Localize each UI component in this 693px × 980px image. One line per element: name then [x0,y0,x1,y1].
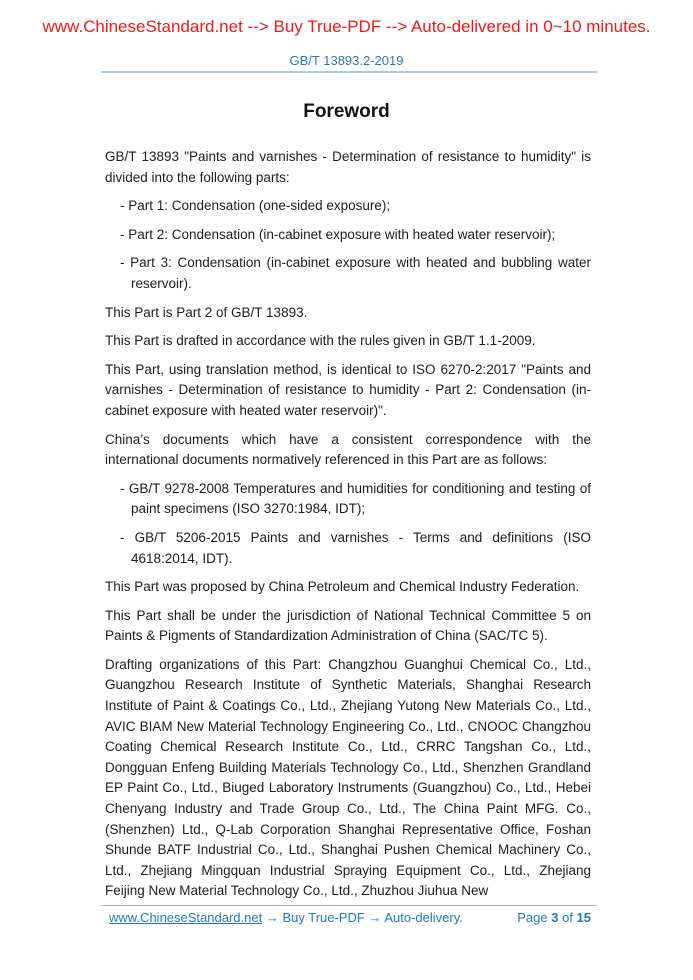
list-item-part2: - Part 2: Condensation (in-cabinet exposure with heated water reservoir); [120,226,556,242]
footer-divider [101,905,597,906]
arrow-right-icon: → [368,910,382,925]
page-current: 3 [551,910,559,925]
doc-number: GB/T 13893.2-2019 [289,53,404,68]
paragraph-drafted: This Part is drafted in accordance with the rules given in GB/T 1.1-2009. [105,333,536,349]
footer-delivery-text: Auto-delivery. [384,910,463,925]
paragraph-china-docs: China’s documents which have a consistent correspondence with the international documents normatively referenced in this Part are as follows: [105,431,591,468]
footer-site-link[interactable]: www.ChineseStandard.net [109,910,263,925]
page-indicator [517,910,591,925]
list-item-ref2: - GB/T 5206-2015 Paints and varnishes - Terms and definitions (ISO 4618:2014, IDT). [120,529,591,566]
paragraph-jurisdiction: This Part shall be under the jurisdiction of National Technical Committee 5 on Paints & Pigments of Standardization Administration of China (SAC/TC 5). [105,607,591,644]
header-divider [101,71,597,73]
page-total: 15 [576,910,591,925]
paragraph-proposed: This Part was proposed by China Petroleum and Chemical Industry Federation. [105,579,580,595]
paragraph-drafting-orgs: Drafting organizations of this Part: Changzhou Guanghui Chemical Co., Ltd., Guangzhou Research Institute of Synthetic Materials, Shanghai Research Institute of Paint & Coatings Co., Ltd., Zhejiang Yutong New Materials Co., Ltd., AVIC BIAM New Material Technology Engineering Co., Ltd., CNOOC Changzhou Coating Chemical Research Institute Co., Ltd., CRRC Tangshan Co., Ltd., Dongguan Enfeng Building Materials Technology Co., Ltd., Shenzhen Grandland EP Paint Co., Ltd., Biuged Laboratory Instruments (Guangzhou) Co., Ltd., Hebei Chenyang Industry and Trade Group Co., Ltd., The China Paint MFG. Co., (Shenzhen) Ltd., Q-Lab Corporation Shanghai Representative Office, Foshan Shunde BATF Industrial Co., Ltd., Shanghai Pushen Chemical Machinery Co., Ltd., Zhejiang Mingquan Industrial Spraying Equipment Co., Ltd., Zhejiang Feijing New Material Technology Co., Ltd., Zhuzhou Jiuhua New [105,656,591,899]
arrow-right-icon: → [265,910,279,925]
page-footer [109,910,591,925]
paragraph-part2: This Part is Part 2 of GB/T 13893. [105,304,308,320]
page-label: Page [517,910,548,925]
paragraph-intro: GB/T 13893 "Paints and varnishes - Determination of resistance to humidity" is divided into the following parts: [105,149,591,185]
page-title: Foreword [303,101,390,122]
list-item-ref1: - GB/T 9278-2008 Temperatures and humidities for conditioning and testing of paint specimens (ISO 3270:1984, IDT); [120,480,591,517]
footer-buy-text: Buy True-PDF [282,910,365,925]
list-item-part3: - Part 3: Condensation (in-cabinet exposure with heated and bubbling water reservoir). [120,255,591,291]
paragraph-identical: This Part, using translation method, is identical to ISO 6270-2:2017 "Paints and varnishes - Determination of resistance to humidity - Part 2: Condensation (in-cabinet exposure with heated water reservoir)". [105,361,591,418]
list-item-part1: - Part 1: Condensation (one-sided exposure); [120,198,391,214]
promo-banner: www.ChineseStandard.net --> Buy True-PDF --> Auto-delivered in 0~10 minutes. [42,17,651,36]
footer-left [109,910,463,925]
page-of-label: of [562,910,573,925]
document-body [105,147,591,910]
